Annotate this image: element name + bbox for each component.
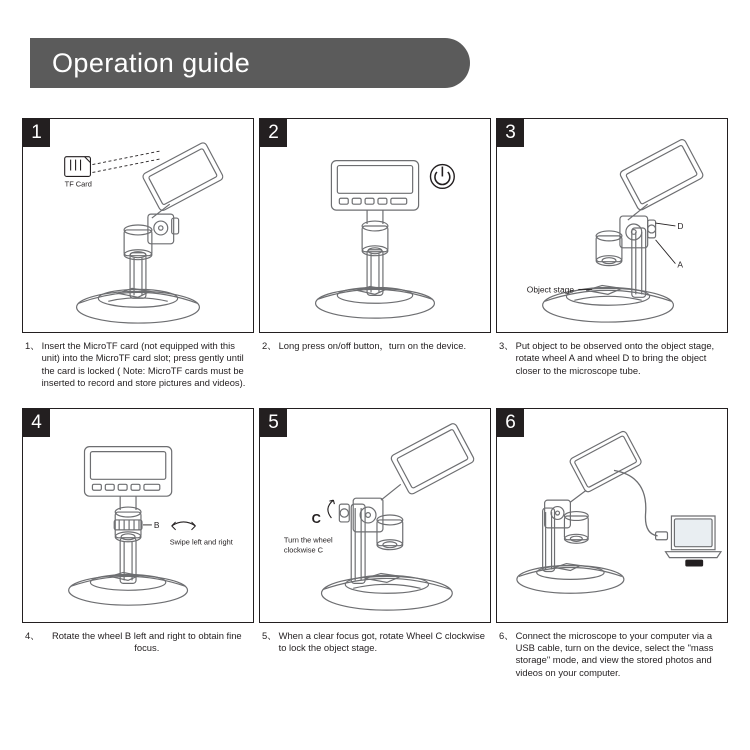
step-panel-3	[496, 118, 728, 333]
step-panel-6	[496, 408, 728, 623]
tf-card-label: TF Card	[64, 179, 92, 189]
step-panel-4	[22, 408, 254, 623]
step-4-illustration	[23, 409, 253, 622]
step-caption-1	[22, 340, 254, 390]
pc-label: PC	[689, 561, 697, 568]
step-caption-text-1: Insert the MicroTF card (not equipped with this unit) into the MicroTF card slot; press gently until the card is locked ( Note: MicroTF cards must be inserted to record and store pictures and videos).	[41, 340, 246, 389]
step-caption-3	[496, 340, 728, 377]
step-cell-4	[22, 408, 254, 680]
object-stage-label: Object stage	[526, 284, 575, 295]
step-caption-number-5: 5、	[262, 629, 277, 641]
step-number-5: 5	[260, 409, 287, 437]
step-number-4: 4	[23, 409, 50, 437]
step-number-6: 6	[497, 409, 524, 437]
step-2-illustration	[260, 119, 490, 332]
steps-row-1	[22, 118, 728, 390]
step-cell-5	[259, 408, 491, 680]
step-number-1: 1	[23, 119, 50, 147]
step-panel-5	[259, 408, 491, 623]
steps-grid	[22, 118, 728, 679]
step-number-2: 2	[260, 119, 287, 147]
step-caption-4	[22, 630, 254, 655]
step-cell-3	[496, 118, 728, 390]
step-number-3: 3	[497, 119, 524, 147]
step-6-illustration	[497, 409, 727, 622]
swipe-label: Swipe left and right	[169, 537, 233, 547]
wheel-b-label: B	[153, 519, 160, 530]
step-caption-text-4: Rotate the wheel B left and right to obtain fine focus.	[51, 629, 242, 654]
step-caption-number-2: 2、	[262, 340, 277, 351]
steps-row-2	[22, 408, 728, 680]
step-caption-2	[259, 340, 491, 352]
wheel-a-label: A	[677, 259, 683, 270]
step-caption-number-3: 3、	[499, 340, 514, 351]
page-title: Operation guide	[52, 47, 251, 78]
wheel-c-label: C	[311, 510, 321, 526]
step-panel-1	[22, 118, 254, 333]
wheel-d-label: D	[677, 220, 684, 231]
turn-wheel-label-line1: Turn the wheel	[283, 535, 333, 545]
step-5-illustration	[260, 409, 490, 622]
step-cell-2	[259, 118, 491, 390]
power-button-icon	[430, 165, 454, 189]
step-3-illustration	[497, 119, 727, 332]
turn-wheel-label-line2: clockwise C	[283, 545, 324, 555]
step-caption-number-1: 1、	[25, 340, 40, 351]
step-caption-text-5: When a clear focus got, rotate Wheel C clockwise to lock the object stage.	[278, 629, 485, 654]
step-cell-6	[496, 408, 728, 680]
header-banner	[30, 38, 470, 88]
step-caption-text-3: Put object to be observed onto the object stage, rotate wheel A and wheel D to bring the object closer to the microscope tube.	[515, 340, 715, 376]
step-caption-number-4: 4、	[25, 629, 40, 641]
step-caption-text-6: Connect the microscope to your computer via a USB cable, turn on the device, select the "mass storage" mode, and view the stored photos and videos on your computer.	[515, 629, 714, 678]
step-panel-2	[259, 118, 491, 333]
step-caption-number-6: 6、	[499, 629, 514, 641]
step-cell-1	[22, 118, 254, 390]
step-caption-5	[259, 630, 491, 655]
step-caption-6	[496, 630, 728, 680]
step-1-illustration	[23, 119, 253, 332]
step-caption-text-2: Long press on/off button，turn on the device.	[278, 340, 467, 351]
